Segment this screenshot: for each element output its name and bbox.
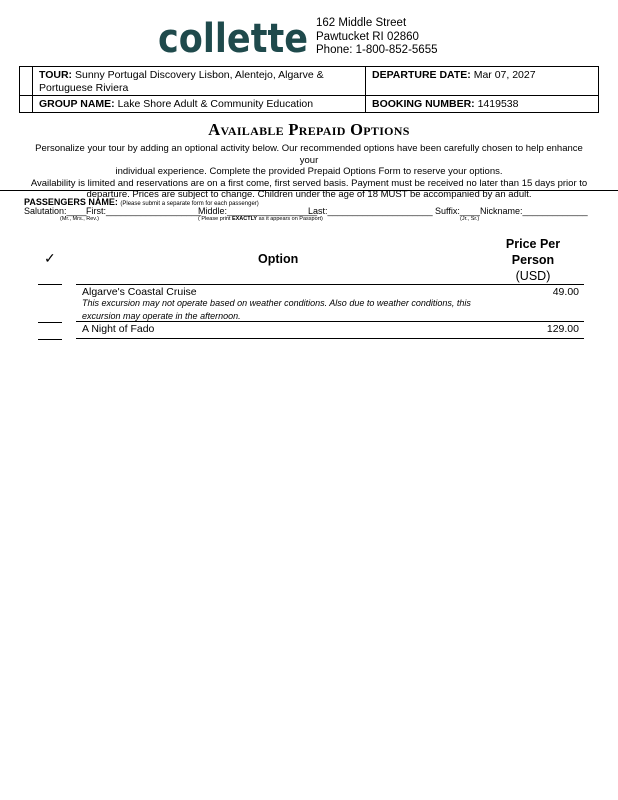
tour-value: Sunny Portugal Discovery Lisbon, Alentejo, Algarve & Portuguese Riviera	[39, 69, 324, 94]
option-column-header: Option	[258, 252, 299, 266]
departure-cell	[366, 67, 599, 96]
price-column-header	[498, 236, 568, 284]
intro-text	[28, 143, 590, 201]
company-address	[316, 17, 438, 58]
page-title: Available Prepaid Options	[208, 120, 410, 139]
table-row-rule	[76, 321, 584, 322]
suffix-field[interactable]: Suffix:____	[435, 206, 480, 216]
name-hint	[198, 216, 323, 222]
first-name-field[interactable]: First:___________________	[86, 206, 202, 216]
intro-line: individual experience. Complete the provided Prepaid Options Form to reserve your options.	[115, 166, 503, 177]
last-name-field[interactable]: Last:_____________________	[308, 206, 433, 216]
table-header-rule	[76, 284, 584, 285]
price-header-line: Person	[511, 253, 555, 267]
group-label: GROUP NAME:	[39, 98, 115, 110]
address-phone: Phone: 1-800-852-5655	[316, 44, 438, 56]
intro-line: departure. Prices are subject to change. Children under the age of 18 MUST be accompanied by an adult.	[86, 189, 532, 200]
middle-name-field[interactable]: Middle:__________________	[198, 206, 318, 216]
tour-cell	[33, 67, 366, 96]
salutation-hint: (Mr., Mrs., Rev.)	[60, 216, 100, 222]
passengers-label: PASSENGERS NAME:	[24, 197, 118, 207]
table-row-rule	[76, 338, 584, 339]
checkbox-line[interactable]	[38, 284, 62, 285]
departure-label: DEPARTURE DATE:	[372, 69, 471, 81]
checkbox-line[interactable]	[38, 322, 62, 323]
suffix-hint: (Jr., Sr.)	[460, 216, 480, 222]
tour-info-table	[19, 66, 599, 113]
name-hint-pre: ( Please print	[198, 216, 232, 222]
name-hint-post: as it appears on Passport)	[257, 216, 323, 222]
nickname-field[interactable]: Nickname:_____________	[480, 206, 588, 216]
option-price: 49.00	[552, 286, 579, 298]
option-price: 129.00	[546, 323, 579, 335]
option-name: A Night of Fado	[82, 323, 155, 335]
booking-label: BOOKING NUMBER:	[372, 98, 475, 110]
address-line: 162 Middle Street	[316, 17, 407, 29]
address-line: Pawtucket RI 02860	[316, 30, 419, 43]
departure-value: Mar 07, 2027	[473, 69, 536, 81]
info-blank-cell	[20, 96, 33, 113]
group-cell	[33, 96, 366, 113]
salutation-field[interactable]: Salutation:____	[24, 206, 87, 216]
check-column-header: ✓	[44, 250, 56, 266]
tour-label: TOUR:	[39, 69, 73, 81]
intro-line: Availability is limited and reservations are on a first come, first served basis. Payment must be received no later than 15 days prior to	[30, 177, 588, 189]
section-divider	[0, 190, 618, 191]
group-value: Lake Shore Adult & Community Education	[117, 98, 314, 110]
price-header-currency: (USD)	[515, 269, 551, 283]
booking-cell	[366, 96, 599, 113]
price-header-line: Price Per	[505, 237, 561, 251]
logo-graphic	[158, 18, 308, 60]
info-blank-cell	[20, 67, 33, 96]
checkbox-line[interactable]	[38, 339, 62, 340]
booking-value: 1419538	[477, 98, 519, 110]
logo-wordmark: collette	[158, 16, 308, 62]
option-name: Algarve's Coastal Cruise	[82, 286, 197, 298]
name-hint-bold: EXACTLY	[231, 216, 258, 222]
collette-logo	[158, 18, 308, 60]
passengers-note: (Please submit a separate form for each passenger)	[120, 201, 259, 207]
intro-line: Personalize your tour by adding an optional activity below. Our recommended options have been carefully chosen to help enhance your	[35, 143, 583, 166]
option-description: This excursion may not operate based on weather conditions. Also due to weather conditions, this excursion may operate in the afternoon.	[82, 298, 471, 321]
